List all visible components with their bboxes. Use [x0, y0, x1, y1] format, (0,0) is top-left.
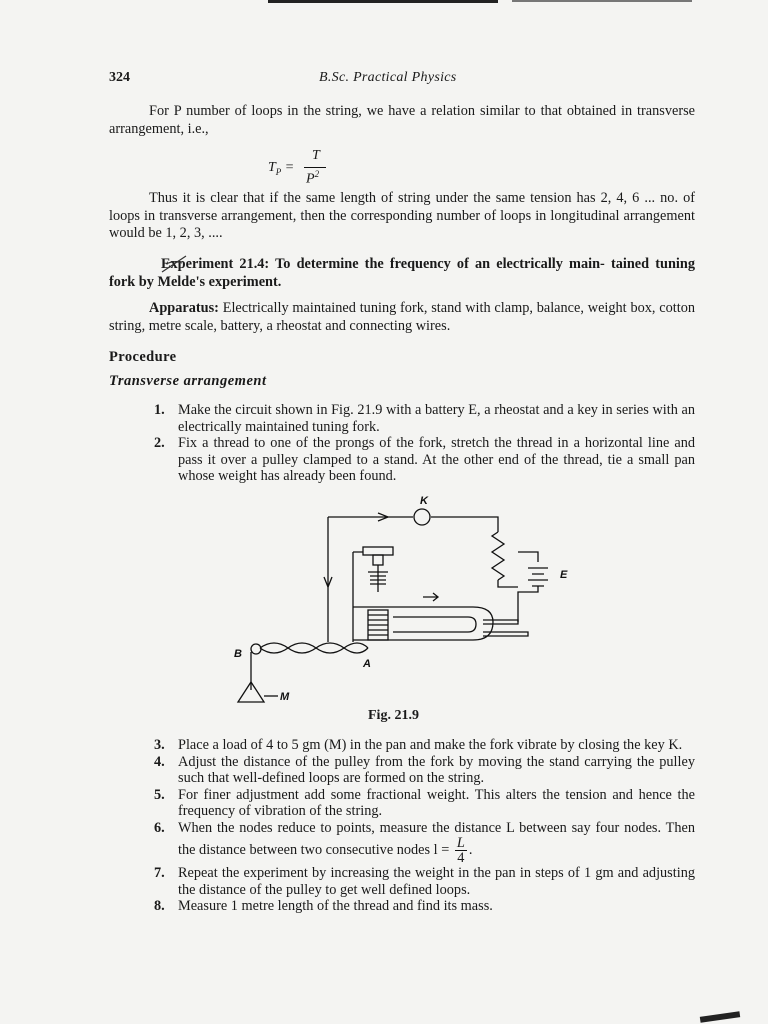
apparatus-paragraph	[109, 300, 695, 335]
steps-list-b	[150, 737, 695, 915]
formula-denominator: $P^2$	[306, 169, 320, 187]
running-head: B.Sc. Practical Physics	[319, 70, 457, 85]
page-number: 324	[109, 70, 130, 85]
figure-caption: Fig. 21.9	[368, 708, 419, 723]
formula-numerator: T	[312, 148, 320, 163]
list-item: 3. Place a load of 4 to 5 gm (M) in the pan and make the fork vibrate by closing the key K.	[154, 737, 683, 753]
fraction-l-over-4: $\frac{L}{4}$	[456, 835, 465, 866]
label-key: K	[420, 495, 428, 507]
transverse-heading: Transverse arrangement	[109, 373, 267, 389]
pencil-strike-mark	[160, 254, 190, 274]
apparatus-text: Electrically maintained tuning fork, stand with clamp, balance, weight box, cotton string, metre scale, battery, a rheostat and connecting wires.	[109, 300, 695, 334]
list-item: 1. Make the circuit shown in Fig. 21.9 with a battery E, a rheostat and a key in series with an electrically maintained tuning fork.	[154, 402, 695, 435]
list-item: 7. Repeat the experiment by increasing the weight in the pan in steps of 1 gm and adjusting the distance of the pulley to get well defined loops.	[154, 865, 695, 898]
experiment-title: Experiment 21.4: To determine the frequency of an electrically main- tained tuning fork by Melde's experiment.	[109, 256, 695, 290]
page-corner-mark	[700, 1011, 740, 1023]
formula-bar	[304, 167, 326, 168]
intro-paragraph: For P number of loops in the string, we have a relation similar to that obtained in transverse arrangement, i.e.,	[109, 103, 695, 137]
procedure-heading: Procedure	[109, 349, 177, 365]
label-mass: M	[280, 691, 290, 703]
page-header	[109, 70, 689, 90]
conclusion-paragraph: Thus it is clear that if the same length of string under the same tension has 2, 4, 6 ... no. of loops in transverse arrangement, then the corresponding number of loops in longitudinal arrangement would be 1, 2, 3, ....	[109, 190, 695, 241]
list-item: 6. When the nodes reduce to points, measure the distance L between say four nodes. Then the distance between two consecutive nodes l = $\frac{L}{4}$ .	[154, 819, 695, 866]
steps-list-a	[150, 402, 695, 485]
page-top-rule	[268, 0, 498, 3]
list-item: 2. Fix a thread to one of the prongs of the fork, stretch the thread in a horizontal line and pass it over a pulley clamped to a stand. At the other end of the thread, tie a small pan whose weight has already been found.	[154, 435, 695, 484]
formula-lhs: $T_P$ =	[268, 160, 295, 177]
list-item: 4. Adjust the distance of the pulley from the fork by moving the stand carrying the pulley such that well-defined loops are formed on the string.	[154, 753, 695, 786]
list-item: 8. Measure 1 metre length of the thread and find its mass.	[154, 898, 493, 914]
apparatus-label: Apparatus:	[149, 300, 219, 316]
label-battery: E	[560, 569, 568, 581]
melde-apparatus-figure	[228, 492, 588, 712]
list-item: 5. For finer adjustment add some fractional weight. This alters the tension and hence the frequency of vibration of the string.	[154, 786, 695, 819]
label-pulley: B	[234, 648, 242, 660]
page-top-rule	[512, 0, 692, 2]
label-prong: A	[363, 658, 371, 670]
formula-tp	[268, 148, 338, 192]
